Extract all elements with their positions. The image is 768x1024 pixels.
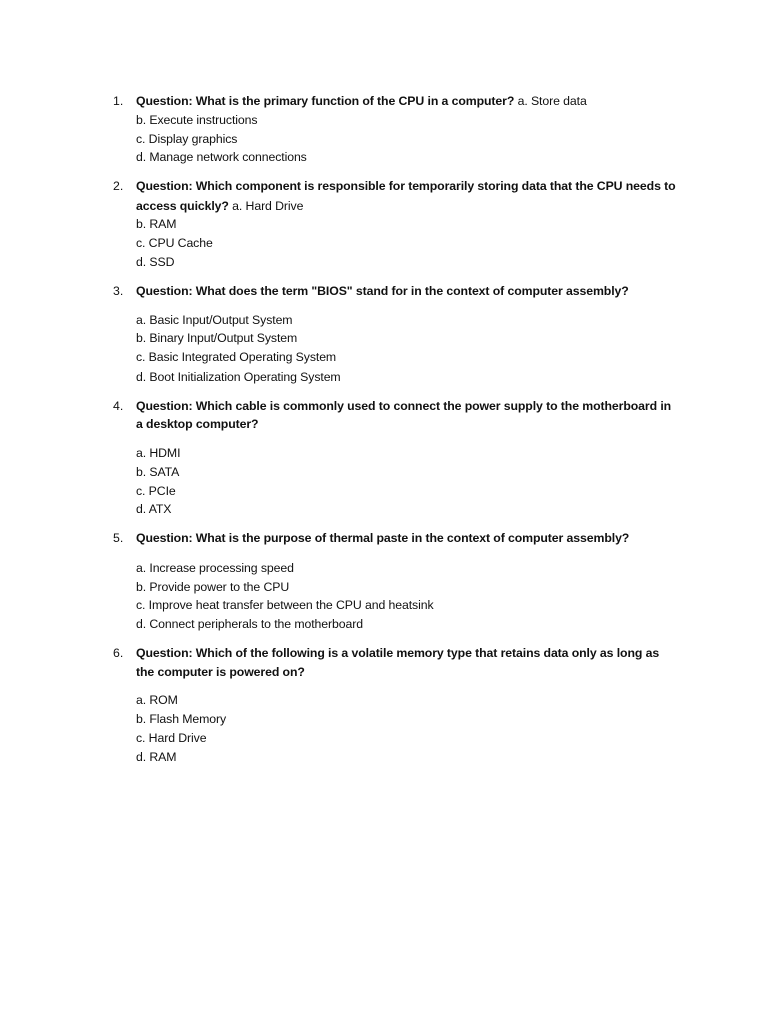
answer-option-d: d. ATX <box>136 502 172 516</box>
question-text: Question: Which of the following is a volatile memory type that retains data only as long as <box>136 646 660 660</box>
answer-option-d: d. Manage network connections <box>136 150 307 164</box>
question-text: Question: Which cable is commonly used to connect the power supply to the motherboard in <box>136 399 672 413</box>
answer-option-b: b. RAM <box>136 217 177 231</box>
answer-option-b: b. Execute instructions <box>136 113 258 127</box>
question-text: Question: What is the primary function of the CPU in a computer? <box>136 94 515 108</box>
question-number: 2. <box>113 179 124 193</box>
question-text: Question: What is the purpose of thermal paste in the context of computer assembly? <box>136 531 630 545</box>
question-number: 4. <box>113 399 124 413</box>
answer-option-a: a. ROM <box>136 693 178 707</box>
answer-option-c: c. Display graphics <box>136 132 238 146</box>
answer-option-a: a. Store data <box>517 94 587 108</box>
question-text: the computer is powered on? <box>136 665 305 679</box>
answer-option-a: a. Basic Input/Output System <box>136 313 293 327</box>
answer-option-a: a. HDMI <box>136 446 181 460</box>
answer-option-a: a. Hard Drive <box>232 199 304 213</box>
question-number: 1. <box>113 94 124 108</box>
answer-option-d: d. Connect peripherals to the motherboard <box>136 617 363 631</box>
question-number: 6. <box>113 646 124 660</box>
answer-option-c: c. Basic Integrated Operating System <box>136 350 337 364</box>
answer-option-a: a. Increase processing speed <box>136 561 294 575</box>
question-text: Question: What does the term "BIOS" stand for in the context of computer assembly? <box>136 284 629 298</box>
answer-option-b: b. Flash Memory <box>136 712 227 726</box>
question-number: 3. <box>113 284 124 298</box>
answer-option-d: d. RAM <box>136 750 177 764</box>
question-text: a desktop computer? <box>136 417 259 431</box>
answer-option-d: d. Boot Initialization Operating System <box>136 370 341 384</box>
answer-option-d: d. SSD <box>136 255 175 269</box>
question-text-line <box>136 92 681 111</box>
answer-option-c: c. CPU Cache <box>136 236 213 250</box>
question-text: access quickly? <box>136 199 229 213</box>
answer-option-c: c. Hard Drive <box>136 731 207 745</box>
answer-option-b: b. SATA <box>136 465 180 479</box>
question-text: Question: Which component is responsible for temporarily storing data that the CPU needs to <box>136 179 676 193</box>
answer-option-b: b. Provide power to the CPU <box>136 580 290 594</box>
answer-option-b: b. Binary Input/Output System <box>136 331 298 345</box>
question-text-line <box>136 197 681 216</box>
answer-option-c: c. Improve heat transfer between the CPU and heatsink <box>136 598 434 612</box>
answer-option-c: c. PCIe <box>136 484 176 498</box>
question-number: 5. <box>113 531 124 545</box>
